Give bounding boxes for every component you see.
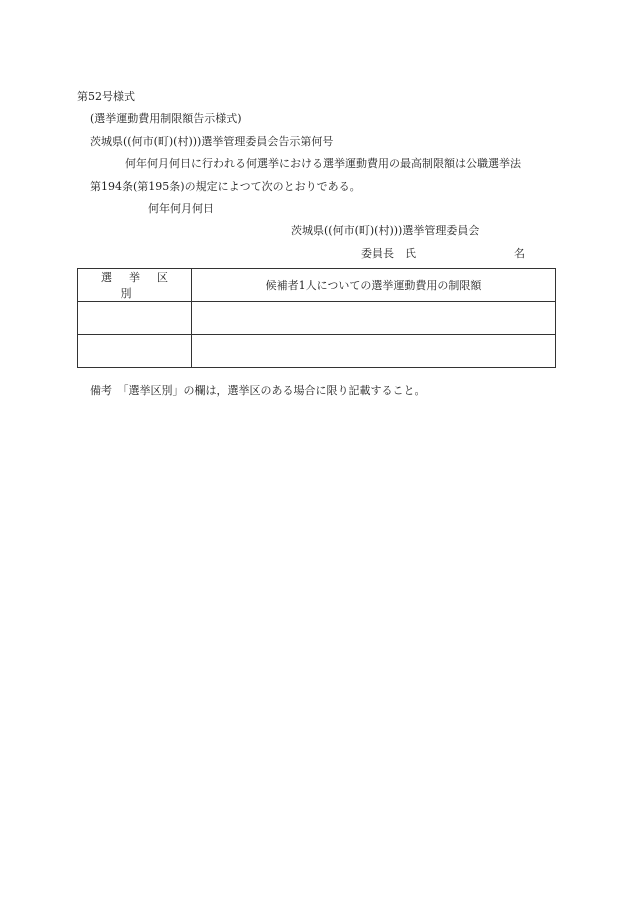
form-subtitle: (選挙運動費用制限額告示様式) (90, 112, 242, 125)
body-text-line-2: 第194条(第195条)の規定によつて次のとおりである。 (90, 180, 361, 193)
notice-date: 何年何月何日 (148, 202, 214, 215)
table-cell (192, 302, 556, 335)
table-header-cell: 候補者1人についての選挙運動費用の制限額 (192, 269, 556, 302)
remark-note: 備考 「選挙区別」の欄は，選挙区のある場合に限り記載すること。 (90, 384, 426, 397)
body-text-line-1: 何年何月何日に行われる何選挙における選挙運動費用の最高制限額は公職選挙法 (125, 157, 521, 170)
table-row (78, 302, 556, 335)
table-cell (192, 335, 556, 368)
signature-name-label: 名 (514, 247, 525, 260)
form-number: 第52号様式 (77, 90, 135, 103)
table-cell (78, 335, 192, 368)
expense-limit-table (77, 268, 556, 368)
signature-title: 委員長 氏 (361, 247, 416, 260)
notice-number-line: 茨城県((何市(町)(村)))選挙管理委員会告示第何号 (90, 135, 334, 148)
issuer-name: 茨城県((何市(町)(村)))選挙管理委員会 (291, 224, 480, 237)
table-row (78, 335, 556, 368)
table-header-row (78, 269, 556, 302)
table-cell (78, 302, 192, 335)
table-header-cell: 選挙区別 (78, 269, 192, 302)
